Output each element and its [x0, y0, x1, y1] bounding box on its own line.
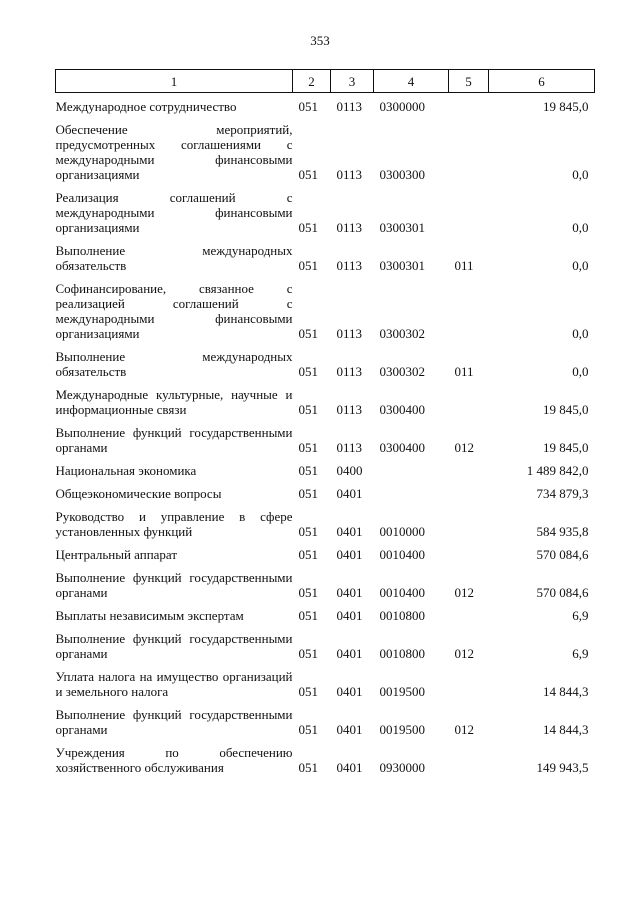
row-col-2: 051	[298, 440, 318, 455]
row-name: Выполнение функций государственными органами	[55, 425, 293, 455]
row-col-5	[449, 478, 489, 501]
row-name: Обеспечение мероприятий, предусмотренных соглашениями с международными финансовыми организациями	[55, 122, 293, 182]
row-col-5: 012	[454, 646, 474, 661]
row-col-4: 0300000	[379, 99, 425, 114]
row-col-3: 0401	[336, 684, 363, 699]
table-row	[56, 501, 595, 539]
header-col-3: 3	[331, 70, 374, 93]
row-name: Центральный аппарат	[55, 547, 178, 562]
row-amount: 584 935,8	[536, 524, 589, 539]
table-header	[56, 70, 595, 93]
row-name: Выполнение международных обязательств	[55, 243, 293, 273]
row-amount: 570 084,6	[536, 585, 589, 600]
row-col-3: 0113	[336, 167, 363, 182]
row-amount: 6,9	[572, 646, 589, 661]
row-amount: 0,0	[572, 258, 589, 273]
table-row	[56, 455, 595, 478]
row-col-5	[449, 539, 489, 562]
row-name: Общеэкономические вопросы	[55, 486, 222, 501]
row-col-2: 051	[298, 684, 318, 699]
row-col-5	[449, 182, 489, 235]
row-col-2: 051	[298, 99, 318, 114]
row-amount: 14 844,3	[543, 684, 589, 699]
row-col-2: 051	[298, 220, 318, 235]
row-col-2: 051	[298, 463, 318, 478]
row-amount: 6,9	[572, 608, 589, 623]
header-col-1: 1	[56, 70, 293, 93]
row-col-4: 0300301	[379, 220, 425, 235]
row-col-4: 0300302	[379, 326, 425, 341]
row-amount: 0,0	[572, 326, 589, 341]
row-name: Учреждения по обеспечению хозяйственного обслуживания	[55, 745, 293, 775]
table-row	[56, 114, 595, 182]
row-col-3: 0113	[336, 402, 363, 417]
budget-table	[55, 69, 595, 775]
header-col-6: 6	[489, 70, 595, 93]
row-name: Международные культурные, научные и информационные связи	[55, 387, 293, 417]
row-col-3: 0401	[336, 760, 363, 775]
row-col-5	[449, 737, 489, 775]
row-name: Выполнение функций государственными органами	[55, 631, 293, 661]
row-name: Выполнение функций государственными органами	[55, 707, 293, 737]
row-col-2: 051	[298, 524, 318, 539]
row-name: Выплаты независимым экспертам	[55, 608, 244, 623]
row-col-2: 051	[298, 167, 318, 182]
row-name: Выполнение функций государственными органами	[55, 570, 293, 600]
row-col-5	[449, 501, 489, 539]
row-col-4: 0300301	[379, 258, 425, 273]
row-col-4: 0010000	[379, 524, 425, 539]
row-name: Софинансирование, связанное с реализацией соглашений с международными финансовыми организациями	[55, 281, 293, 341]
row-col-4	[374, 478, 449, 501]
row-col-3: 0401	[336, 585, 363, 600]
row-col-4: 0010800	[379, 608, 425, 623]
row-col-3: 0401	[336, 486, 363, 501]
row-col-5: 012	[454, 440, 474, 455]
row-col-3: 0401	[336, 608, 363, 623]
row-col-5: 011	[454, 258, 474, 273]
row-col-3: 0113	[336, 326, 363, 341]
table-row	[56, 341, 595, 379]
table-body	[56, 93, 595, 776]
row-amount: 0,0	[572, 220, 589, 235]
table-row	[56, 699, 595, 737]
row-col-4: 0300400	[379, 440, 425, 455]
row-col-4: 0010800	[379, 646, 425, 661]
row-amount: 734 879,3	[536, 486, 589, 501]
row-name: Выполнение международных обязательств	[55, 349, 293, 379]
row-amount: 0,0	[572, 364, 589, 379]
row-col-4: 0930000	[379, 760, 425, 775]
header-col-4: 4	[374, 70, 449, 93]
row-col-2: 051	[298, 258, 318, 273]
header-col-5: 5	[449, 70, 489, 93]
row-amount: 14 844,3	[543, 722, 589, 737]
row-name: Международное сотрудничество	[55, 99, 237, 114]
row-col-3: 0401	[336, 722, 363, 737]
row-col-4: 0010400	[379, 585, 425, 600]
row-col-2: 051	[298, 608, 318, 623]
row-col-3: 0401	[336, 646, 363, 661]
row-col-3: 0113	[336, 258, 363, 273]
row-col-5	[449, 600, 489, 623]
header-row	[56, 70, 595, 93]
row-col-5	[449, 93, 489, 115]
table-row	[56, 93, 595, 115]
table-row	[56, 182, 595, 235]
table-row	[56, 235, 595, 273]
row-col-2: 051	[298, 646, 318, 661]
row-col-4: 0300300	[379, 167, 425, 182]
row-col-3: 0401	[336, 547, 363, 562]
header-col-2: 2	[293, 70, 331, 93]
row-amount: 149 943,5	[536, 760, 589, 775]
row-amount: 0,0	[572, 167, 589, 182]
table-row	[56, 478, 595, 501]
row-col-2: 051	[298, 760, 318, 775]
table-row	[56, 661, 595, 699]
row-col-4	[374, 455, 449, 478]
row-amount: 19 845,0	[543, 99, 589, 114]
row-col-5	[449, 114, 489, 182]
table-row	[56, 379, 595, 417]
row-col-4: 0019500	[379, 722, 425, 737]
row-col-5	[449, 455, 489, 478]
row-col-5	[449, 661, 489, 699]
row-col-2: 051	[298, 326, 318, 341]
row-col-2: 051	[298, 585, 318, 600]
table-row	[56, 417, 595, 455]
row-col-2: 051	[298, 364, 318, 379]
row-col-5: 011	[454, 364, 474, 379]
row-amount: 19 845,0	[543, 440, 589, 455]
row-col-5	[449, 379, 489, 417]
row-col-3: 0113	[336, 440, 363, 455]
table-row	[56, 562, 595, 600]
table-row	[56, 273, 595, 341]
row-col-2: 051	[298, 722, 318, 737]
row-name: Национальная экономика	[55, 463, 197, 478]
row-col-4: 0010400	[379, 547, 425, 562]
table-row	[56, 737, 595, 775]
row-col-3: 0113	[336, 364, 363, 379]
row-name: Руководство и управление в сфере установленных функций	[55, 509, 293, 539]
row-col-3: 0400	[336, 463, 363, 478]
table-row	[56, 600, 595, 623]
row-amount: 1 489 842,0	[526, 463, 589, 478]
row-amount: 570 084,6	[536, 547, 589, 562]
row-col-5: 012	[454, 722, 474, 737]
page-number: 353	[310, 33, 330, 48]
row-amount: 19 845,0	[543, 402, 589, 417]
row-col-2: 051	[298, 486, 318, 501]
row-col-5	[449, 273, 489, 341]
row-col-3: 0401	[336, 524, 363, 539]
table-row	[56, 539, 595, 562]
row-col-3: 0113	[336, 220, 363, 235]
row-col-4: 0300302	[379, 364, 425, 379]
row-col-3: 0113	[336, 99, 363, 114]
row-col-2: 051	[298, 547, 318, 562]
row-name: Уплата налога на имущество организаций и земельного налога	[55, 669, 293, 699]
table-row	[56, 623, 595, 661]
row-col-4: 0019500	[379, 684, 425, 699]
row-name: Реализация соглашений с международными финансовыми организациями	[55, 190, 293, 235]
row-col-4: 0300400	[379, 402, 425, 417]
row-col-5: 012	[454, 585, 474, 600]
row-col-2: 051	[298, 402, 318, 417]
